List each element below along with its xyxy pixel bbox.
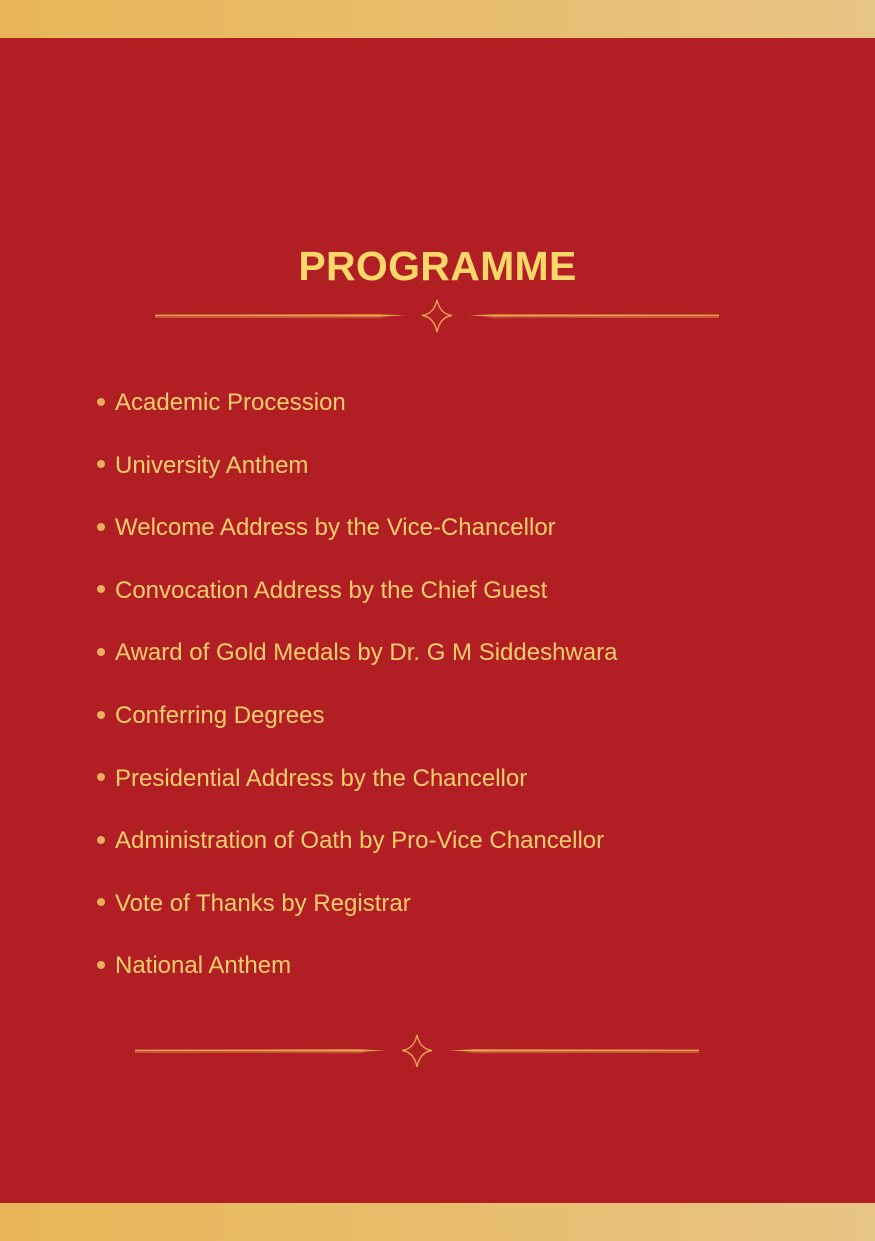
programme-item-label: Award of Gold Medals by Dr. G M Siddeshwara <box>115 639 618 667</box>
bullet-icon <box>97 648 105 656</box>
right-flourish-line <box>469 314 719 318</box>
programme-item-label: Presidential Address by the Chancellor <box>115 764 528 792</box>
bullet-icon <box>97 398 105 406</box>
programme-item-label: Vote of Thanks by Registrar <box>115 889 411 917</box>
programme-list <box>97 383 617 1009</box>
top-gold-band <box>0 0 875 38</box>
programme-item-label: National Anthem <box>115 952 292 980</box>
programme-item <box>97 383 617 446</box>
programme-item <box>97 821 617 884</box>
programme-item-label: University Anthem <box>115 451 309 479</box>
left-flourish-line <box>155 314 405 318</box>
bullet-icon <box>97 961 105 969</box>
bullet-icon <box>97 898 105 906</box>
programme-item-label: Academic Procession <box>115 389 346 416</box>
programme-item <box>97 696 617 759</box>
bottom-ornamental-divider <box>130 1031 705 1071</box>
page-title: PROGRAMME <box>298 243 577 290</box>
programme-item <box>97 759 617 822</box>
programme-item <box>97 884 617 947</box>
left-flourish-line <box>135 1049 385 1053</box>
sparkle-star-icon <box>422 300 452 332</box>
programme-item <box>97 508 617 571</box>
bullet-icon <box>97 460 105 468</box>
programme-item <box>97 633 617 696</box>
bottom-gold-band <box>0 1203 875 1241</box>
programme-item <box>97 446 617 509</box>
programme-item <box>97 571 617 634</box>
programme-item-label: Welcome Address by the Vice-Chancellor <box>115 514 556 542</box>
programme-item-label: Administration of Oath by Pro-Vice Chancellor <box>115 827 605 855</box>
programme-item <box>97 946 617 1009</box>
right-flourish-line <box>449 1049 699 1053</box>
bullet-icon <box>97 836 105 844</box>
bullet-icon <box>97 523 105 531</box>
bullet-icon <box>97 773 105 781</box>
bullet-icon <box>97 585 105 593</box>
top-ornamental-divider <box>150 296 725 336</box>
programme-item-label: Conferring Degrees <box>115 701 325 729</box>
bullet-icon <box>97 711 105 719</box>
programme-item-label: Convocation Address by the Chief Guest <box>115 576 548 604</box>
sparkle-star-icon <box>402 1035 432 1067</box>
